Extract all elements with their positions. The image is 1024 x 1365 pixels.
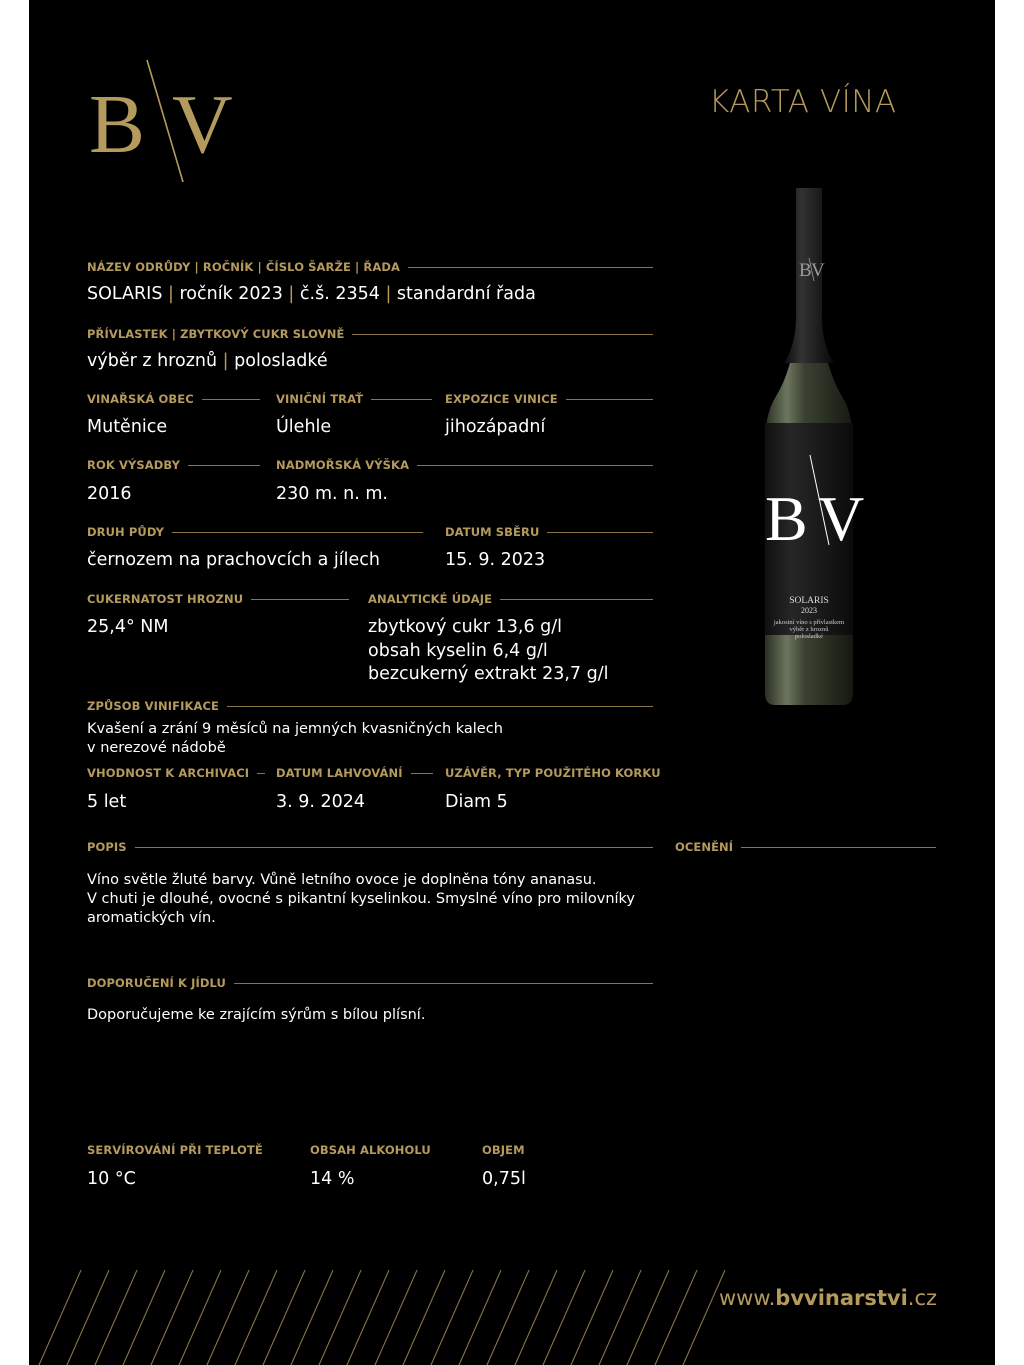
stripe-line <box>683 1270 725 1365</box>
altitude-value: 230 m. n. m. <box>276 484 388 504</box>
stripe-line <box>39 1270 81 1365</box>
bottle-label-name: SOLARIS <box>789 596 829 606</box>
stripe-line <box>123 1270 165 1365</box>
stripe-line <box>291 1270 333 1365</box>
logo-letter-v: V <box>172 78 233 171</box>
serving-value: 10 °C <box>87 1169 136 1189</box>
stripe-line <box>263 1270 305 1365</box>
wine-bottle-image <box>739 183 879 713</box>
analytics-extract: bezcukerný extrakt 23,7 g/l <box>368 664 609 684</box>
pairing-heading: DOPORUČENÍ K JÍDLU <box>87 976 653 990</box>
stripe-line <box>599 1270 641 1365</box>
altitude-heading: NADMOŘSKÁ VÝŠKA <box>276 458 653 472</box>
description-line-3: aromatických vín. <box>87 910 216 926</box>
harvest-heading: DATUM SBĚRU <box>445 525 653 539</box>
planting-value: 2016 <box>87 484 132 504</box>
variety-heading: NÁZEV ODRŮDY | ROČNÍK | ČÍSLO ŠARŽE | ŘADA <box>87 260 653 274</box>
stripe-line <box>655 1270 697 1365</box>
bottle-label-line2: výběr z hroznů <box>789 626 829 633</box>
stripe-line <box>543 1270 585 1365</box>
attribute-value: výběr z hroznů | polosladké <box>87 351 328 371</box>
stripe-line <box>151 1270 193 1365</box>
archive-value: 5 let <box>87 792 127 812</box>
volume-value: 0,75l <box>482 1169 526 1189</box>
stripe-line <box>403 1270 445 1365</box>
sugar-value: 25,4° NM <box>87 617 169 637</box>
bottle-label-letter-v: V <box>818 483 865 554</box>
stripe-line <box>319 1270 361 1365</box>
awards-heading: OCENĚNÍ <box>675 840 936 854</box>
vinification-line-2: v nerezové nádobě <box>87 740 226 756</box>
bottle-cap-letter-b: B <box>799 260 812 281</box>
soil-value: černozem na prachovcích a jílech <box>87 550 380 570</box>
bottle-label-line3: polosladké <box>794 633 824 640</box>
bottle-label-year: 2023 <box>801 606 817 615</box>
attribute-heading: PŘÍVLASTEK | ZBYTKOVÝ CUKR SLOVNĚ <box>87 327 653 341</box>
stripe-line <box>459 1270 501 1365</box>
closure-heading: UZÁVĚR, TYP POUŽITÉHO KORKU <box>445 766 661 780</box>
archive-heading: VHODNOST K ARCHIVACI <box>87 766 265 780</box>
analytics-acids: obsah kyselin 6,4 g/l <box>368 641 548 661</box>
analytics-residual-sugar: zbytkový cukr 13,6 g/l <box>368 617 563 637</box>
wine-card-page <box>29 0 995 1365</box>
stripe-line <box>487 1270 529 1365</box>
stripe-line <box>571 1270 613 1365</box>
stripe-line <box>67 1270 109 1365</box>
bottle-label-letter-b: B <box>765 483 808 554</box>
village-value: Mutěnice <box>87 417 168 437</box>
serving-heading: SERVÍROVÁNÍ PŘI TEPLOTĚ <box>87 1143 263 1157</box>
bottle-cap-letter-v: V <box>811 260 825 281</box>
village-heading: VINAŘSKÁ OBEC <box>87 392 260 406</box>
logo-letter-b: B <box>89 78 146 171</box>
bv-logo <box>87 56 237 186</box>
stripe-line <box>179 1270 221 1365</box>
stripe-line <box>235 1270 277 1365</box>
description-heading: POPIS <box>87 840 653 854</box>
sugar-heading: CUKERNATOST HROZNU <box>87 592 349 606</box>
closure-value: Diam 5 <box>445 792 508 812</box>
alcohol-heading: OBSAH ALKOHOLU <box>310 1143 431 1157</box>
bottling-value: 3. 9. 2024 <box>276 792 366 812</box>
stripe-line <box>627 1270 669 1365</box>
stripe-line <box>347 1270 389 1365</box>
stripe-line <box>431 1270 473 1365</box>
website-link[interactable]: www.bvvinarstvi.cz <box>719 1286 938 1310</box>
alcohol-value: 14 % <box>310 1169 355 1189</box>
planting-heading: ROK VÝSADBY <box>87 458 260 472</box>
bottling-heading: DATUM LAHVOVÁNÍ <box>276 766 433 780</box>
vinification-line-1: Kvašení a zrání 9 měsíců na jemných kvasničných kalech <box>87 721 503 737</box>
stripe-line <box>95 1270 137 1365</box>
volume-heading: OBJEM <box>482 1143 525 1157</box>
stripe-line <box>515 1270 557 1365</box>
stripe-line <box>375 1270 417 1365</box>
soil-heading: DRUH PŮDY <box>87 525 423 539</box>
analytics-heading: ANALYTICKÉ ÚDAJE <box>368 592 653 606</box>
description-line-1: Víno světle žluté barvy. Vůně letního ovoce je doplněna tóny ananasu. <box>87 872 597 888</box>
exposure-heading: EXPOZICE VINICE <box>445 392 653 406</box>
stripe-line <box>207 1270 249 1365</box>
harvest-value: 15. 9. 2023 <box>445 550 546 570</box>
page-title: KARTA VÍNA <box>709 84 897 120</box>
pairing-value: Doporučujeme ke zrajícím sýrům s bílou plísní. <box>87 1007 426 1023</box>
vinification-heading: ZPŮSOB VINIFIKACE <box>87 699 653 713</box>
vineyard-heading: VINIČNÍ TRAŤ <box>276 392 432 406</box>
variety-value: SOLARIS | ročník 2023 | č.š. 2354 | standardní řada <box>87 284 536 304</box>
decorative-stripes <box>29 1270 729 1365</box>
bottle-label-line1: jakostní víno s přívlastkem <box>773 619 845 626</box>
vineyard-value: Úlehle <box>276 417 332 437</box>
exposure-value: jihozápadní <box>445 417 546 437</box>
description-line-2: V chuti je dlouhé, ovocné s pikantní kyselinkou. Smyslné víno pro milovníky <box>87 891 636 907</box>
